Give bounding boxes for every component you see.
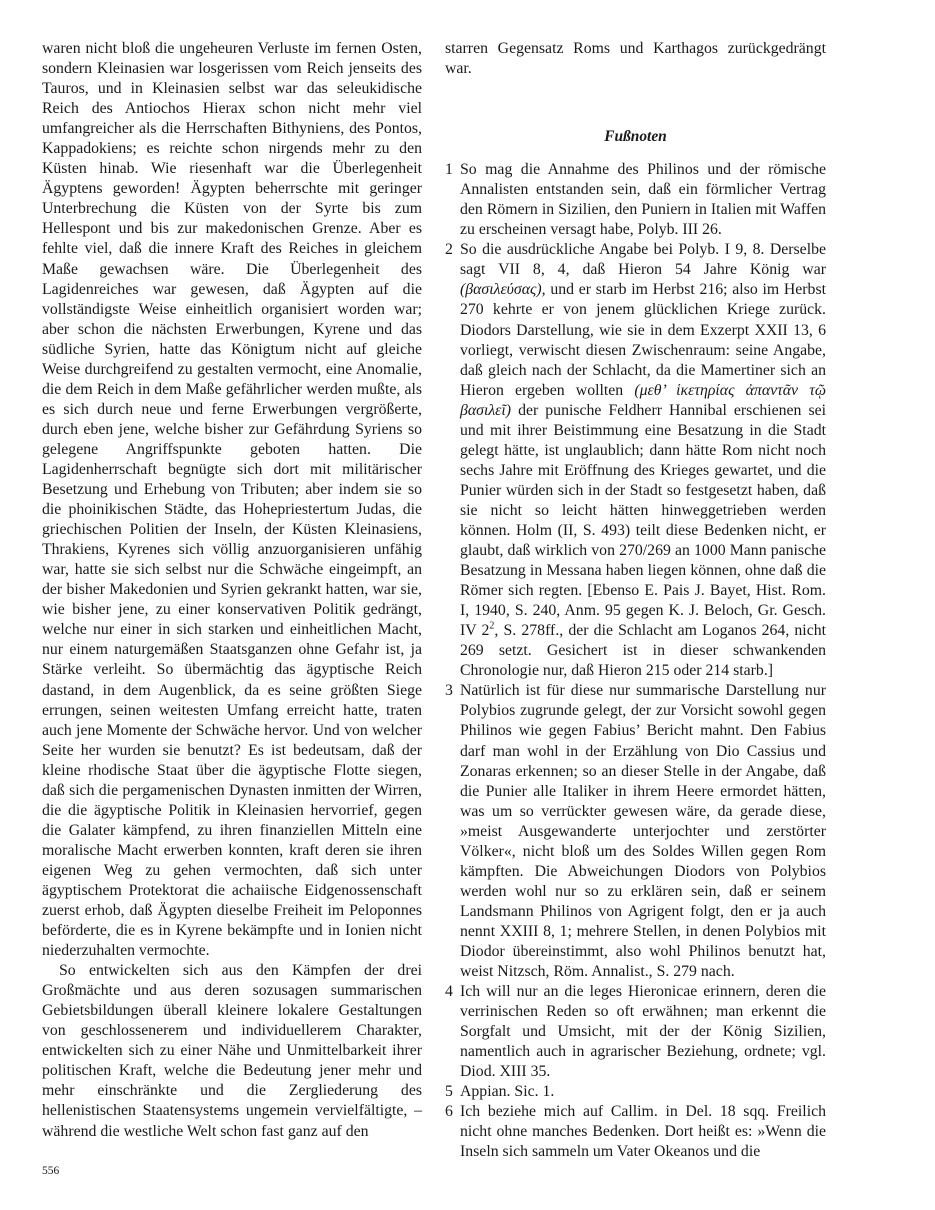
footnote-6 <box>445 1102 826 1162</box>
footnote-5 <box>445 1082 826 1102</box>
footnote-number: 2 <box>445 241 453 259</box>
main-text-column <box>42 39 422 1142</box>
greek-quote: (βασιλεύσας), <box>460 281 546 299</box>
footnote-text: Natürlich ist für diese nur summarische Darstellung nur Polybios zugrunde gelegt, der zur Vorsicht sowohl gegen Philinos wie gegen Fabius’ Bericht mahnt. Den Fabius darf man wohl in der Erzählung von Dio Cassius und Zonaras erkennen; so an dieser Stelle in der Angabe, daß die Punier alle Italiker in ihrem Heere ermordet hätten, was um so verrückter gewesen wäre, da gerade diese, »meist Ausgewanderte unterjochter und zerstörter Völker«, nicht bloß um des Soldes Willen gegen Rom kämpften. Die Abweichungen Diodors von Polybios werden wohl nur so zu erklären sein, daß er seinem Landsmann Philinos von Agrigent folgt, den er ja auch nennt XXIII 8, 1; mehrere Stellen, in denen Polybios mit Diodor übereinstimmt, also wohl Philinos benutzt hat, weist Nitzsch, Röm. Annalist., S. 279 nach. <box>460 682 826 981</box>
footnote-text: So die ausdrückliche Angabe bei Polyb. I 9, 8. Derselbe sagt VII 8, 4, daß Hieron 54 Jahre König war <box>460 241 826 279</box>
body-paragraph-continuation: starren Gegensatz Roms und Karthagos zurückgedrängt war. <box>445 40 826 78</box>
footnote-3 <box>445 681 826 982</box>
footnote-text: Ich will nur an die leges Hieronicae erinnern, deren die verrinischen Reden so oft erwähnen; man erkennt die Sorgfalt und Umsicht, mit der der König Sizilien, namentlich auch in agrarischer Beziehung, ordnete; vgl. Diod. XIII 35. <box>460 983 826 1081</box>
body-paragraph: waren nicht bloß die ungeheuren Verluste im fernen Osten, sondern Kleinasien war losgerissen vom Reich jenseits des Tauros, und in Kleinasien selbst war das seleukidische Reich des Antiochos Hierax schon nicht mehr viel umfangreicher als die Herrschaften Bithyniens, des Pontos, Kappadokiens; es reichte schon nirgends mehr zu den Küsten hinab. Wie riesenhaft war die Überlegenheit Ägyptens geworden! Ägypten beherrschte mit geringer Unterbrechung die Küsten von der Syrte bis zum Hellespont und bis zur makedonischen Grenze. Aber es fehlte viel, daß die innere Kraft des Reiches in gleichem Maße gewachsen wäre. Die Überlegenheit des Lagidenreiches war gewesen, daß Ägypten auf die vollständigste Weise einheitlich organisiert worden war; aber schon die nächsten Erwerbungen, Kyrene und das südliche Syrien, hatte das Königtum nicht auf gleiche Weise durchgreifend zu gestalten vermocht, eine Anomalie, die dem Reich in dem Maße gefährlicher werden mußte, als es sich durch neue und ferne Erwerbungen vergrößerte, durch eben jene, welche bisher zur Gefährdung Syriens so gelegene Angriffspunkte geboten hatten. Die Lagidenherrschaft begnügte sich dort mit militärischer Besetzung und Erhebung von Tributen; aber indem sie so die phoinikischen Städte, das Hohepriestertum Judas, die griechischen Politien der Inseln, der Küsten Kleinasiens, Thrakiens, Kyrenes sich völlig anzuorganisieren unfähig war, hatte sie sich selbst nur die Schwäche eingeimpft, an der bisher Makedonien und Syrien gekrankt hatten, war sie, wie bisher jene, zu einer konservativen Politik gedrängt, welche nur einer in sich starken und einheitlichen Macht, nur einem naturgemäßen Staatsganzen ohne Gefahr ist, ja Stärke verleiht. So übermächtig das ägyptische Reich dastand, in dem Augenblick, da es seine größten Siege errungen, seinen weitesten Umfang erreicht hatte, traten auch jene Momente der Schwäche hervor. Und von welcher Seite her wurden sie benutzt? Es ist bedeutsam, daß der kleine rhodische Staat über die ägyptische Flotte siegen, daß sich die pergamenischen Dynasten inmitten der Wirren, die die ägyptische Politik in Kleinasien hervorrief, gegen die Galater kämpfend, zu ihren finanziellen Mitteln eine moralische Macht erwerben konnten, kraft deren sie ihren eigenen Weg zu gehen vermochten, daß sich unter ägyptischem Protektorat die achaiische Eidgenossenschaft zuerst erhob, daß Ägypten dieselbe Freiheit im Peloponnes beförderte, die es in Kyrene bekämpfte und in Ionien nicht niederzuhalten vermochte. <box>42 40 422 960</box>
footnote-text: , S. 278ff., der die Schlacht am Loganos 264, nicht 269 setzt. Gesichert ist in dieser schwankenden Chronologie nur, daß Hieron 215 oder 214 starb.] <box>460 622 826 680</box>
right-text-column <box>445 39 826 1162</box>
footnote-2 <box>445 240 826 681</box>
footnote-number: 6 <box>445 1103 453 1121</box>
footnote-number: 3 <box>445 682 453 700</box>
footnote-text: und er starb im Herbst 216; also im Herbst 270 kehrte er von jenem glücklichen Kriege zurück. Diodors Darstellung, wie sie in dem Exzerpt XXII 13, 6 vorliegt, verwischt diesen Zwischenraum: seine Angabe, daß gleich nach der Schlacht, da die Mamertiner sich an Hieron ergeben wollten <box>460 281 826 399</box>
body-paragraph: So entwickelten sich aus den Kämpfen der drei Großmächte und aus deren sozusagen summarischen Gebietsbildungen überall kleinere lokalere Gestaltungen von geschlossenerem und individuellerem Charakter, entwickelten sich zu einer Nähe und Unmittelbarkeit ihrer politischen Kraft, welche die Bedeutung jener mehr und mehr einschränkte und die Zergliederung des hellenistischen Staatensystems ungemein vervielfältigte, – während die westliche Welt schon fast ganz auf den <box>42 962 422 1140</box>
superscript-edition: 2 <box>489 620 495 632</box>
page-number: 556 <box>42 1165 60 1177</box>
footnote-number: 5 <box>445 1083 453 1101</box>
footnote-text: Ich beziehe mich auf Callim. in Del. 18 sqq. Freilich nicht ohne manches Bedenken. Dort heißt es: »Wenn die Inseln sich sammeln um Vater Okeanos und die <box>460 1103 826 1161</box>
footnote-text: Appian. Sic. 1. <box>460 1083 555 1101</box>
footnote-number: 1 <box>445 161 453 179</box>
footnote-text: So mag die Annahme des Philinos und der römische Annalisten entstanden sein, daß ein förmlicher Vertrag den Römern in Sizilien, den Puniern in Italien mit Waffen zu erscheinen versagt habe, Polyb. III 26. <box>460 161 826 239</box>
footnotes-heading: Fußnoten <box>604 128 667 146</box>
footnote-4 <box>445 982 826 1082</box>
footnote-text: der punische Feldherr Hannibal erschienen sei und mit ihrer Beistimmung eine Besatzung in die Stadt gelegt hätte, ist unglaublich; dann hätte Rom nicht noch sechs Jahre mit Eröffnung des Krieges gewartet, und die Punier würden sich in der Stadt so festgesetzt haben, daß sie nicht so leicht hätten hinweggetrieben werden können. Holm (II, S. 493) teilt diese Bedenken nicht, er glaubt, daß wirklich von 270/269 an 1000 Mann panische Besatzung in Messana haben liegen können, ohne daß die Römer sich regten. [Ebenso E. Pais J. Bayet, Hist. Rom. I, 1940, S. 240, Anm. 95 gegen K. J. Beloch, Gr. Gesch. IV 2 <box>460 401 827 640</box>
footnote-number: 4 <box>445 983 453 1001</box>
footnote-list <box>445 160 826 1162</box>
greek-quote: (μεθ’ ἱκετηρίας ἀπαντᾶν τῷ βασιλεῖ) <box>460 381 826 419</box>
footnote-1 <box>445 160 826 240</box>
